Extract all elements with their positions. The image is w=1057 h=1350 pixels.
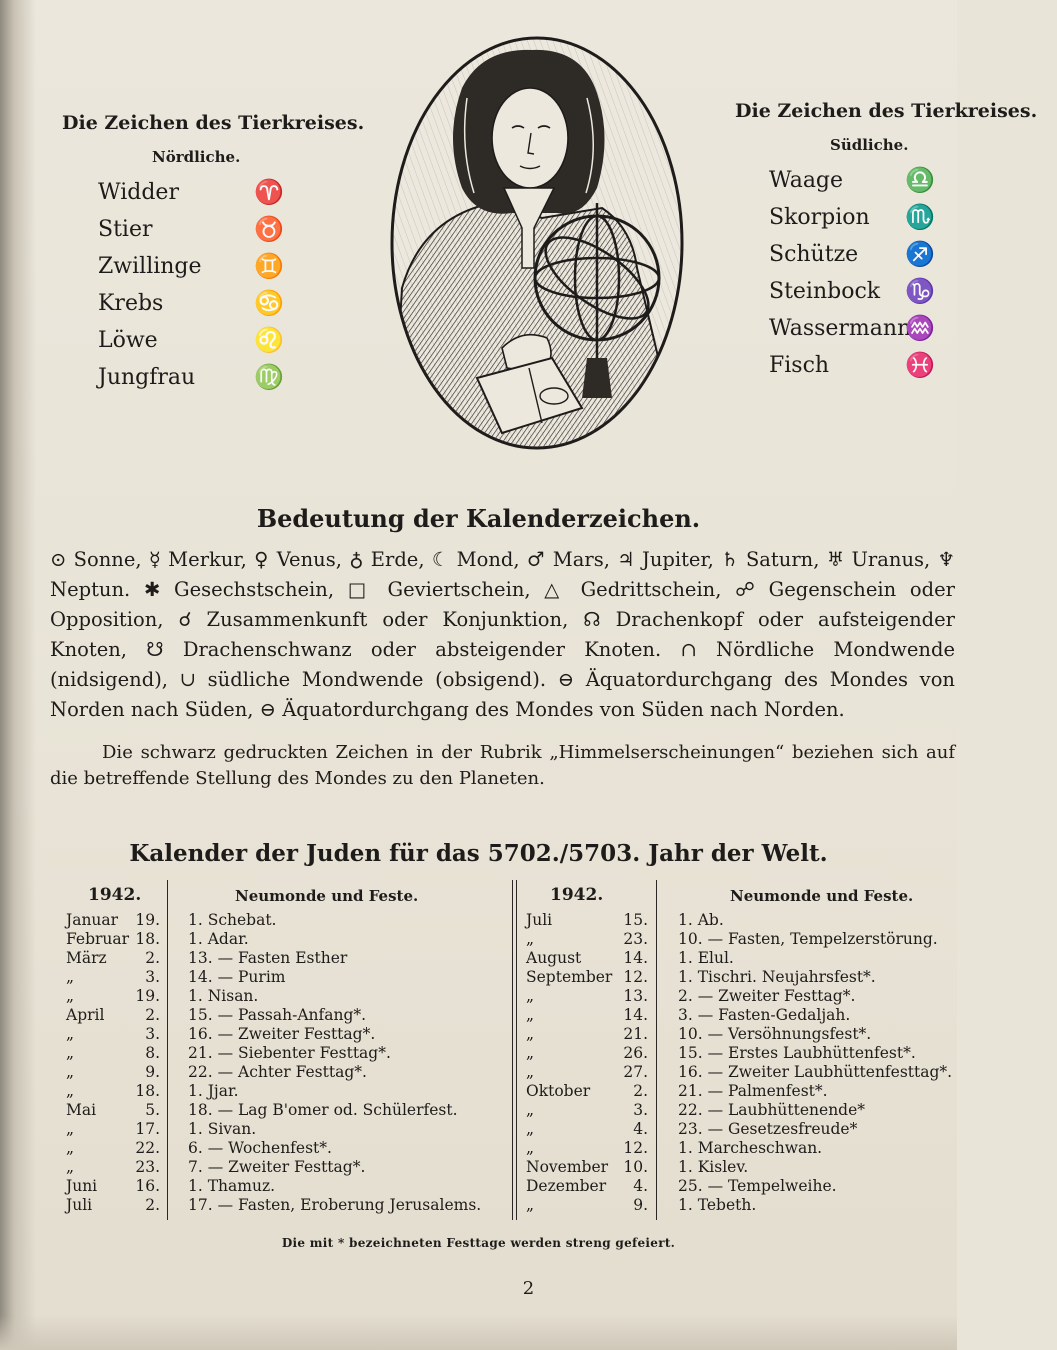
calendar-table-header [520, 885, 950, 911]
calendar-event: 10. — Versöhnungsfest*. [678, 1025, 872, 1043]
calendar-event: 21. — Siebenter Festtag*. [188, 1044, 391, 1062]
calendar-day: 18. [135, 930, 160, 948]
calendar-month: „ [66, 1158, 75, 1176]
calendar-event: 23. — Gesetzesfreude* [678, 1120, 858, 1138]
calendar-row [520, 987, 950, 1006]
calendar-day: 12. [623, 968, 648, 986]
calendar-day: 17. [135, 1120, 160, 1138]
calendar-event: 1. Thamuz. [188, 1177, 276, 1195]
page-bottom-shadow [0, 1315, 957, 1350]
zodiac-north-subheading: Nördliche. [152, 148, 241, 166]
calendar-day: 27. [623, 1063, 648, 1081]
calendar-day: 2. [145, 1196, 160, 1214]
calendar-month: „ [66, 1044, 75, 1062]
zodiac-north-column [62, 112, 365, 398]
calendar-day: 23. [623, 930, 648, 948]
calendar-event: 16. — Zweiter Festtag*. [188, 1025, 376, 1043]
cancer-icon: ♋ [254, 289, 284, 317]
calendar-event: 25. — Tempelweihe. [678, 1177, 837, 1195]
zodiac-sign-name: Skorpion [769, 205, 870, 230]
calendar-day: 21. [623, 1025, 648, 1043]
calendar-event: 21. — Palmenfest*. [678, 1082, 828, 1100]
table-rule [516, 880, 517, 1220]
calendar-row [60, 1158, 510, 1177]
zodiac-north-heading: Die Zeichen des Tierkreises. [62, 112, 365, 134]
calendar-day: 2. [145, 1006, 160, 1024]
calendar-day: 9. [633, 1196, 648, 1214]
calendar-month: „ [66, 1139, 75, 1157]
calendar-row [60, 1101, 510, 1120]
calendar-day: 16. [135, 1177, 160, 1195]
calendar-day: 9. [145, 1063, 160, 1081]
calendar-month: Juli [526, 911, 553, 929]
calendar-month: April [66, 1006, 105, 1024]
calendar-day: 14. [623, 949, 648, 967]
calendar-day: 19. [135, 987, 160, 1005]
legend-title: Bedeutung der Kalenderzeichen. [256, 504, 701, 533]
zodiac-sign-name: Schütze [769, 242, 859, 267]
calendar-event: 10. — Fasten, Tempelzerstörung. [678, 930, 938, 948]
zodiac-sign-name: Waage [769, 168, 844, 193]
aquarius-icon: ♒ [905, 314, 935, 342]
zodiac-sign-row [735, 312, 950, 349]
calendar-row [520, 1006, 950, 1025]
calendar-row [60, 1177, 510, 1196]
calendar-day: 18. [135, 1082, 160, 1100]
zodiac-sign-name: Jungfrau [98, 365, 196, 390]
calendar-month: März [66, 949, 107, 967]
calendar-event: 1. Schebat. [188, 911, 277, 929]
libra-icon: ♎ [905, 166, 935, 194]
calendar-day: 13. [623, 987, 648, 1005]
calendar-month: „ [66, 1025, 75, 1043]
calendar-row [60, 1044, 510, 1063]
calendar-month: „ [66, 1063, 75, 1081]
calendar-footnote: Die mit * bezeichneten Festtage werden streng gefeiert. [281, 1236, 676, 1250]
calendar-event: 7. — Zweiter Festtag*. [188, 1158, 366, 1176]
calendar-rows-right [520, 911, 953, 1215]
calendar-month: „ [526, 1063, 535, 1081]
zodiac-sign-row [62, 176, 342, 213]
legend-note-paragraph [50, 740, 955, 792]
calendar-rows-left [60, 911, 510, 1215]
calendar-column-header: Neumonde und Feste. [235, 887, 419, 905]
calendar-month: Mai [66, 1101, 97, 1119]
zodiac-sign-row [735, 275, 950, 312]
pisces-icon: ♓ [905, 351, 935, 379]
calendar-month: Juli [66, 1196, 93, 1214]
taurus-icon: ♉ [254, 215, 284, 243]
calendar-month: „ [526, 930, 535, 948]
calendar-title: Kalender der Juden für das 5702./5703. Jahr der Welt. [129, 840, 828, 867]
scorpio-icon: ♏ [905, 203, 935, 231]
calendar-row [520, 1139, 950, 1158]
calendar-event: 1. Ab. [678, 911, 724, 929]
calendar-month: Februar [66, 930, 130, 948]
calendar-month: September [526, 968, 613, 986]
calendar-month: „ [526, 1025, 535, 1043]
calendar-year: 1942. [88, 885, 142, 905]
calendar-year: 1942. [550, 885, 604, 905]
calendar-row [60, 1063, 510, 1082]
gemini-icon: ♊ [254, 252, 284, 280]
calendar-day: 8. [145, 1044, 160, 1062]
zodiac-south-list [735, 164, 950, 386]
calendar-event: 17. — Fasten, Eroberung Jerusalems. [188, 1196, 482, 1214]
calendar-row [60, 930, 510, 949]
calendar-row [520, 1120, 950, 1139]
calendar-month: „ [526, 1006, 535, 1024]
calendar-row [520, 1044, 950, 1063]
calendar-day: 2. [633, 1082, 648, 1100]
calendar-day: 19. [135, 911, 160, 929]
calendar-day: 26. [623, 1044, 648, 1062]
zodiac-sign-row [735, 164, 950, 201]
calendar-day: 15. [623, 911, 648, 929]
calendar-month: „ [66, 1120, 75, 1138]
calendar-month: „ [526, 1044, 535, 1062]
calendar-row [60, 1196, 510, 1215]
zodiac-south-subheading: Südliche. [830, 136, 909, 154]
zodiac-sign-row [62, 213, 342, 250]
calendar-event: 1. Nisan. [188, 987, 259, 1005]
calendar-month: „ [526, 1139, 535, 1157]
calendar-event: 22. — Achter Festtag*. [188, 1063, 367, 1081]
table-rule [512, 880, 513, 1220]
calendar-day: 12. [623, 1139, 648, 1157]
calendar-event: 1. Jjar. [188, 1082, 239, 1100]
calendar-row [520, 930, 950, 949]
calendar-day: 3. [633, 1101, 648, 1119]
calendar-day: 23. [135, 1158, 160, 1176]
zodiac-sign-row [735, 238, 950, 275]
calendar-row [60, 968, 510, 987]
calendar-table-left [60, 885, 510, 1215]
leo-icon: ♌ [254, 326, 284, 354]
calendar-row [60, 1025, 510, 1044]
calendar-event: 1. Adar. [188, 930, 249, 948]
calendar-event: 22. — Laubhüttenende* [678, 1101, 866, 1119]
zodiac-sign-row [62, 361, 342, 398]
calendar-day: 2. [145, 949, 160, 967]
calendar-row [520, 1101, 950, 1120]
calendar-event: 14. — Purim [188, 968, 286, 986]
calendar-row [520, 911, 950, 930]
calendar-event: 1. Kislev. [678, 1158, 749, 1176]
calendar-row [520, 968, 950, 987]
zodiac-sign-name: Stier [98, 217, 153, 242]
calendar-row [520, 1158, 950, 1177]
calendar-month: „ [66, 1082, 75, 1100]
calendar-day: 14. [623, 1006, 648, 1024]
calendar-month: Juni [66, 1177, 98, 1195]
calendar-day: 22. [135, 1139, 160, 1157]
sagittarius-icon: ♐ [905, 240, 935, 268]
zodiac-sign-name: Zwillinge [98, 254, 202, 279]
calendar-row [520, 1177, 950, 1196]
zodiac-south-heading: Die Zeichen des Tierkreises. [735, 100, 1038, 122]
calendar-row [60, 1006, 510, 1025]
calendar-event: 1. Marcheschwan. [678, 1139, 823, 1157]
zodiac-sign-row [735, 201, 950, 238]
zodiac-south-column [735, 100, 1038, 386]
zodiac-sign-row [735, 349, 950, 386]
calendar-day: 10. [623, 1158, 648, 1176]
page-number: 2 [522, 1278, 535, 1299]
zodiac-sign-row [62, 287, 342, 324]
calendar-row [520, 1063, 953, 1082]
calendar-event: 13. — Fasten Esther [188, 949, 348, 967]
calendar-event: 6. — Wochenfest*. [188, 1139, 332, 1157]
calendar-month: „ [526, 1101, 535, 1119]
calendar-month: Dezember [526, 1177, 607, 1195]
table-rule [167, 880, 168, 1220]
calendar-month: „ [526, 1196, 535, 1214]
calendar-row [60, 949, 510, 968]
calendar-row [520, 949, 950, 968]
page-edge-shadow [0, 0, 36, 1350]
legend-symbols-paragraph: ⊙ Sonne, ☿ Merkur, ♀ Venus, ♁ Erde, ☾ Mond, ♂ Mars, ♃ Jupiter, ♄ Saturn, ♅ Uranus, ♆ Neptun. ✱ Gesechstschein, □ Geviertschein, △ Gedrittschein, ☍ Gegenschein oder Opposition, ☌ Zusammenkunft oder Konjunktion, ☊ Drachenkopf oder aufsteigender Knoten, ☋ Drachenschwanz oder absteigender Knoten. ∩ Nördliche Mondwende (nidsigend), ∪ südliche Mondwende (obsigend). ⊖ Äquatordurchgang des Mondes von Norden nach Süden, ⊖ Äquatordurchgang des Mondes von Süden nach Norden. [50, 548, 955, 721]
calendar-row [520, 1082, 950, 1101]
calendar-month: „ [526, 1120, 535, 1138]
calendar-day: 4. [633, 1177, 648, 1195]
zodiac-sign-name: Krebs [98, 291, 164, 316]
zodiac-north-list [62, 176, 342, 398]
calendar-event: 3. — Fasten-Gedaljah. [678, 1006, 851, 1024]
calendar-event: 15. — Erstes Laubhüttenfest*. [678, 1044, 916, 1062]
calendar-month: Oktober [526, 1082, 591, 1100]
calendar-day: 3. [145, 1025, 160, 1043]
calendar-column-header: Neumonde und Feste. [730, 887, 914, 905]
legend-note-text: Die schwarz gedruckten Zeichen in der Rubrik „Himmelserscheinungen“ beziehen sich auf die betreffende Stellung des Mondes zu den Planeten. [50, 742, 955, 789]
calendar-month: „ [66, 968, 75, 986]
calendar-event: 18. — Lag B'omer od. Schülerfest. [188, 1101, 458, 1119]
calendar-event: 1. Elul. [678, 949, 734, 967]
aries-icon: ♈ [254, 178, 284, 206]
zodiac-sign-row [62, 250, 342, 287]
calendar-event: 16. — Zweiter Laubhüttenfesttag*. [678, 1063, 953, 1081]
capricorn-icon: ♑ [905, 277, 935, 305]
calendar-row [60, 1139, 510, 1158]
calendar-row [60, 1082, 510, 1101]
calendar-month: „ [66, 987, 75, 1005]
zodiac-sign-name: Widder [98, 180, 179, 205]
astronomer-portrait-illustration [382, 28, 692, 458]
calendar-row [60, 987, 510, 1006]
virgo-icon: ♍ [254, 363, 284, 391]
calendar-event: 1. Tischri. Neujahrsfest*. [678, 968, 876, 986]
calendar-month: Januar [66, 911, 119, 929]
calendar-table-header [60, 885, 510, 911]
calendar-month: November [526, 1158, 609, 1176]
calendar-row [60, 911, 510, 930]
calendar-day: 5. [145, 1101, 160, 1119]
calendar-table-right [520, 885, 953, 1215]
calendar-day: 4. [633, 1120, 648, 1138]
calendar-month: August [526, 949, 582, 967]
calendar-month: „ [526, 987, 535, 1005]
zodiac-sign-row [62, 324, 342, 361]
zodiac-sign-name: Löwe [98, 328, 158, 353]
zodiac-sign-name: Wassermann [769, 316, 912, 341]
zodiac-sign-name: Fisch [769, 353, 830, 378]
calendar-event: 1. Sivan. [188, 1120, 257, 1138]
calendar-row [520, 1196, 950, 1215]
calendar-event: 2. — Zweiter Festtag*. [678, 987, 856, 1005]
calendar-day: 3. [145, 968, 160, 986]
calendar-event: 15. — Passah-Anfang*. [188, 1006, 367, 1024]
calendar-row [520, 1025, 950, 1044]
calendar-row [60, 1120, 510, 1139]
calendar-event: 1. Tebeth. [678, 1196, 757, 1214]
zodiac-sign-name: Steinbock [769, 279, 881, 304]
table-rule [656, 880, 657, 1220]
